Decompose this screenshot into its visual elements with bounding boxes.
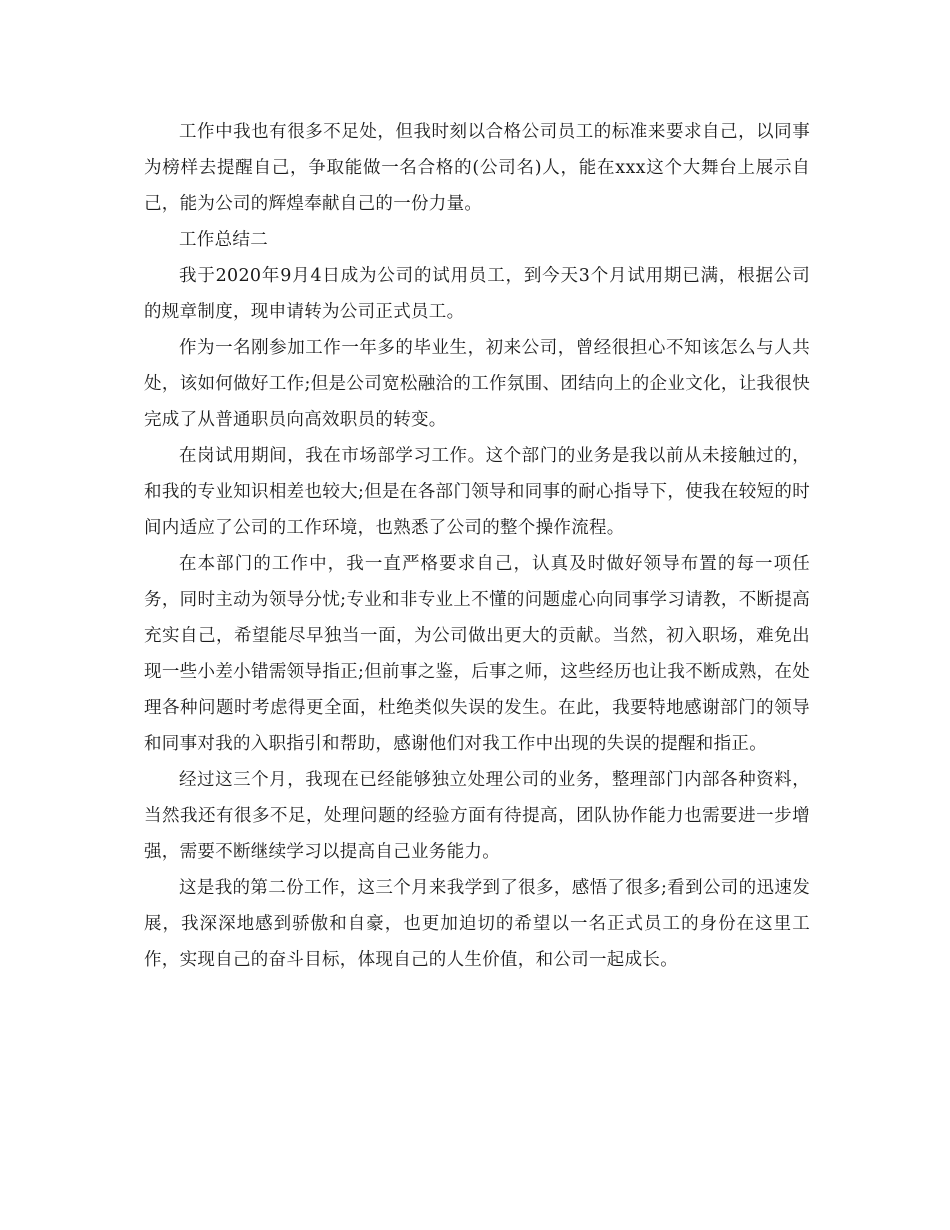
paragraph-adaptation: 作为一名刚参加工作一年多的毕业生，初来公司，曾经很担心不知该怎么与人共处，该如何做好工作;但是公司宽松融洽的工作氛围、团结向上的企业文化，让我很快完成了从普通职员向高效职员的转变。 [144,338,810,430]
section-heading: 工作总结二 [179,230,268,250]
paragraph-conclusion: 这是我的第二份工作，这三个月来我学到了很多，感悟了很多;看到公司的迅速发展，我深深地感到骄傲和自豪，也更加迫切的希望以一名正式员工的身份在这里工作，实现自己的奋斗目标，体现自己的人生价值，和公司一起成长。 [144,878,810,970]
paragraph-department-work: 在本部门的工作中，我一直严格要求自己，认真及时做好领导布置的每一项任务，同时主动为领导分忧;专业和非专业上不懂的问题虚心向同事学习请教，不断提高充实自己，希望能尽早独当一面，为公司做出更大的贡献。当然，初入职场，难免出现一些小差小错需领导指正;但前事之鉴，后事之师，这些经历也让我不断成熟，在处理各种问题时考虑得更全面，杜绝类似失误的发生。在此，我要特地感谢部门的领导和同事对我的入职指引和帮助，感谢他们对我工作中出现的失误的提醒和指正。 [144,554,810,754]
paragraph-trial-period: 在岗试用期间，我在市场部学习工作。这个部门的业务是我以前从未接触过的，和我的专业知识相差也较大;但是在各部门领导和同事的耐心指导下，使我在较短的时间内适应了公司的工作环境，也熟悉了公司的整个操作流程。 [144,446,810,538]
paragraph-progress: 经过这三个月，我现在已经能够独立处理公司的业务，整理部门内部各种资料，当然我还有很多不足，处理问题的经验方面有待提高，团队协作能力也需要进一步增强，需要不断继续学习以提高自己业务能力。 [144,770,810,862]
paragraph-intro: 我于2020年9月4日成为公司的试用员工，到今天3个月试用期已满，根据公司的规章制度，现申请转为公司正式员工。 [144,266,810,322]
paragraph-closing-self-improvement: 工作中我也有很多不足处，但我时刻以合格公司员工的标准来要求自己，以同事为榜样去提醒自己，争取能做一名合格的(公司名)人，能在xxx这个大舞台上展示自己，能为公司的辉煌奉献自己的一份力量。 [144,122,810,214]
document-body [144,114,810,978]
